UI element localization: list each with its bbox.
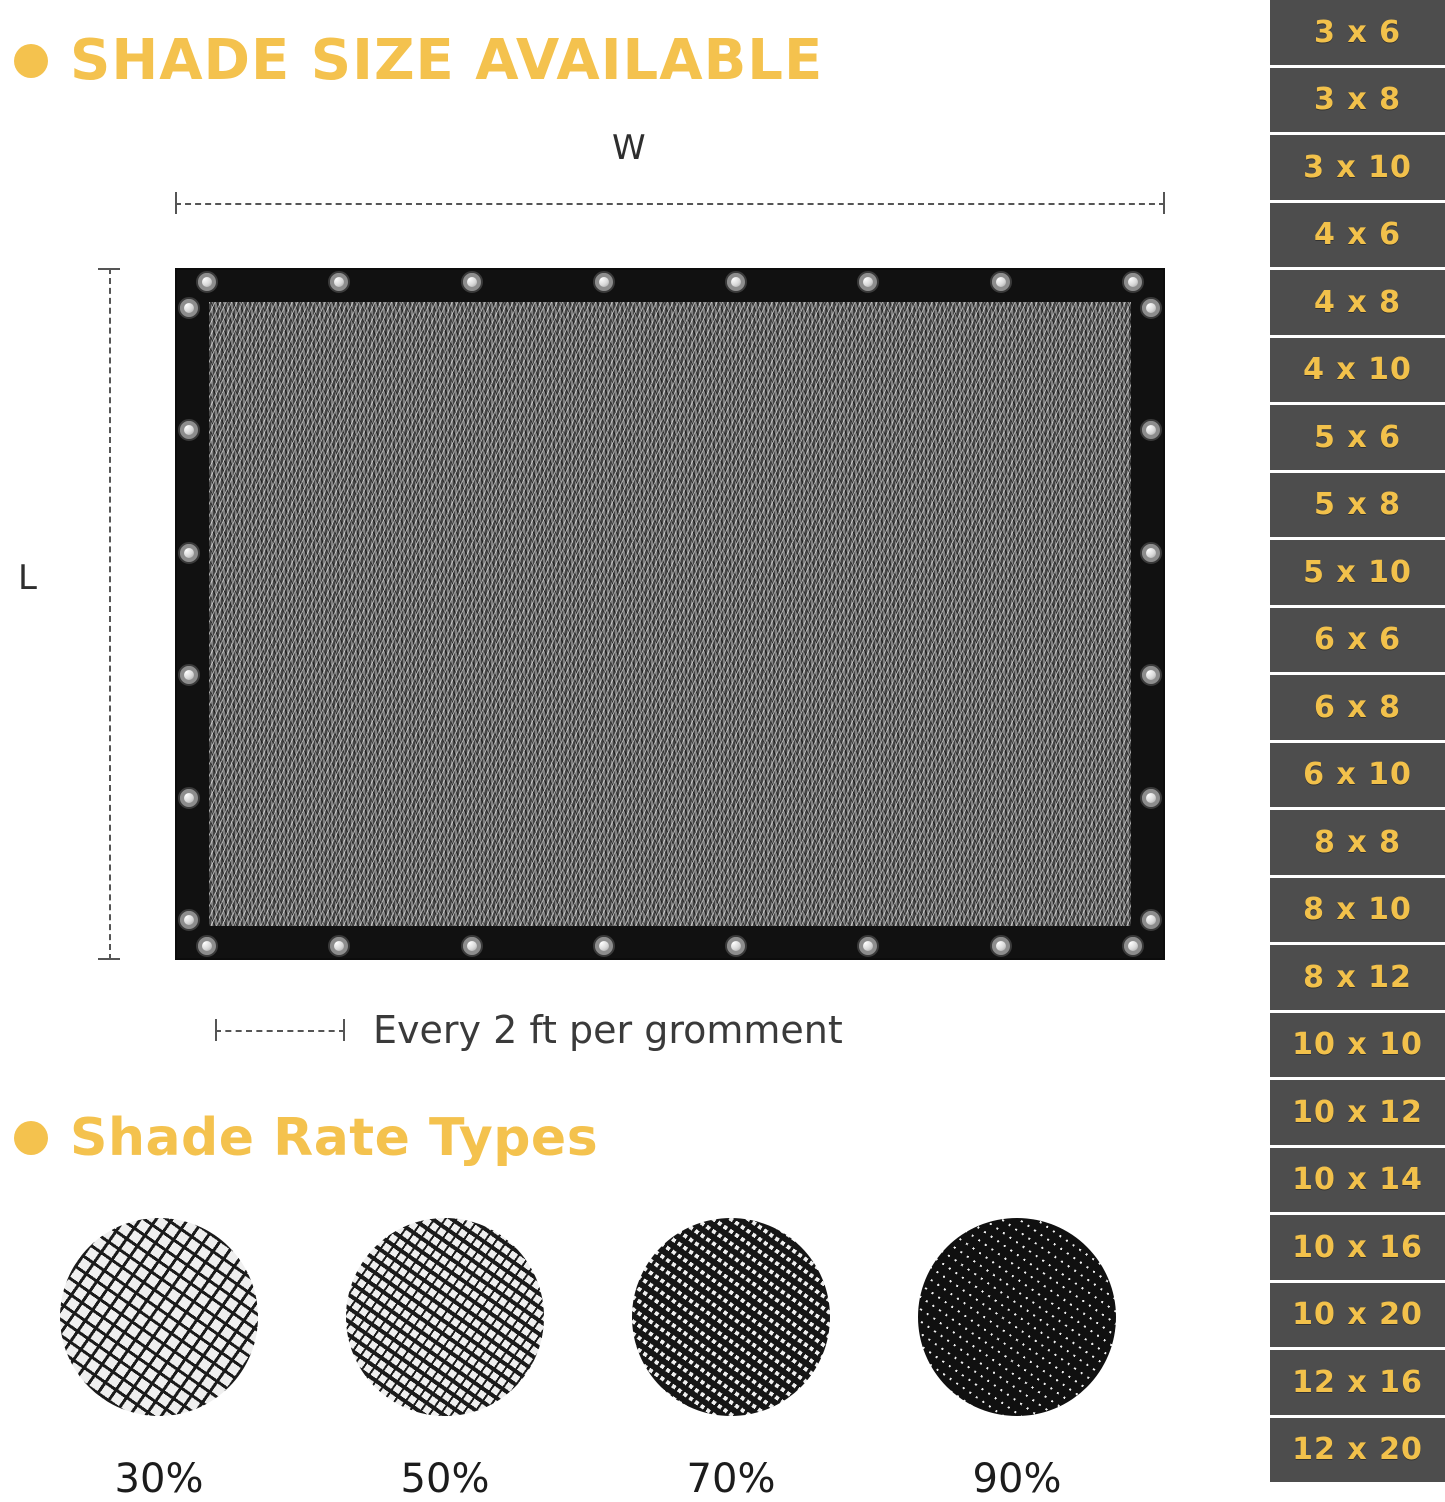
grommet-icon bbox=[196, 935, 218, 957]
mesh-30-icon bbox=[60, 1218, 258, 1416]
grommet-icon bbox=[178, 787, 200, 809]
mesh-50-icon bbox=[346, 1218, 544, 1416]
grommet-icon bbox=[461, 935, 483, 957]
bullet-icon bbox=[14, 1121, 48, 1155]
grommet-icon bbox=[1140, 297, 1162, 319]
size-option-chip[interactable]: 10 x 20 bbox=[1270, 1283, 1445, 1348]
shade-rate-heading bbox=[14, 1108, 598, 1168]
shade-cloth-mesh-texture bbox=[209, 302, 1131, 926]
size-option-chip[interactable]: 3 x 8 bbox=[1270, 68, 1445, 133]
size-option-chip[interactable]: 10 x 16 bbox=[1270, 1215, 1445, 1280]
width-dimension-line bbox=[175, 192, 1165, 214]
length-dimension-label: L bbox=[18, 558, 37, 598]
shade-rate-heading-text: Shade Rate Types bbox=[70, 1108, 599, 1168]
grommet-spacing-text: Every 2 ft per gromment bbox=[373, 1008, 843, 1052]
size-option-chip[interactable]: 10 x 10 bbox=[1270, 1013, 1445, 1078]
grommet-icon bbox=[178, 909, 200, 931]
shade-rate-label: 30% bbox=[114, 1456, 204, 1502]
grommet-icon bbox=[990, 271, 1012, 293]
size-option-chip[interactable]: 10 x 12 bbox=[1270, 1080, 1445, 1145]
size-options-list bbox=[1270, 0, 1445, 1485]
grommet-icon bbox=[725, 935, 747, 957]
size-option-chip[interactable]: 3 x 6 bbox=[1270, 0, 1445, 65]
size-option-chip[interactable]: 5 x 8 bbox=[1270, 473, 1445, 538]
grommet-icon bbox=[1122, 935, 1144, 957]
grommet-icon bbox=[593, 271, 615, 293]
grommet-icon bbox=[461, 271, 483, 293]
grommet-icon bbox=[178, 297, 200, 319]
size-option-chip[interactable]: 6 x 10 bbox=[1270, 743, 1445, 808]
size-option-chip[interactable]: 4 x 6 bbox=[1270, 203, 1445, 268]
grommet-icon bbox=[196, 271, 218, 293]
size-option-chip[interactable]: 5 x 6 bbox=[1270, 405, 1445, 470]
grommet-icon bbox=[990, 935, 1012, 957]
shade-rate-label: 50% bbox=[400, 1456, 490, 1502]
grommet-icon bbox=[1140, 787, 1162, 809]
shade-rate-item bbox=[60, 1218, 258, 1502]
width-dimension-right-cap bbox=[1163, 192, 1165, 214]
size-option-chip[interactable]: 10 x 14 bbox=[1270, 1148, 1445, 1213]
shade-rate-label: 70% bbox=[686, 1456, 776, 1502]
size-option-chip[interactable]: 5 x 10 bbox=[1270, 540, 1445, 605]
size-option-chip[interactable]: 3 x 10 bbox=[1270, 135, 1445, 200]
grommet-icon bbox=[1122, 271, 1144, 293]
grommet-spacing-dashed-line bbox=[215, 1030, 345, 1032]
mesh-70-icon bbox=[632, 1218, 830, 1416]
size-option-chip[interactable]: 8 x 12 bbox=[1270, 945, 1445, 1010]
size-option-chip[interactable]: 4 x 10 bbox=[1270, 338, 1445, 403]
grommet-spacing-note bbox=[215, 1008, 843, 1052]
size-option-chip[interactable]: 12 x 20 bbox=[1270, 1418, 1445, 1483]
shade-cloth-body bbox=[175, 268, 1165, 960]
size-option-chip[interactable]: 8 x 8 bbox=[1270, 810, 1445, 875]
shade-cloth-diagram bbox=[175, 268, 1165, 960]
shade-rate-item bbox=[918, 1218, 1116, 1502]
shade-rate-item bbox=[632, 1218, 830, 1502]
grommet-icon bbox=[593, 935, 615, 957]
width-dimension-label: W bbox=[612, 128, 646, 168]
length-dimension-line bbox=[98, 268, 120, 960]
grommet-icon bbox=[1140, 909, 1162, 931]
grommet-spacing-right-cap bbox=[343, 1019, 345, 1041]
size-option-chip[interactable]: 6 x 8 bbox=[1270, 675, 1445, 740]
size-option-chip[interactable]: 12 x 16 bbox=[1270, 1350, 1445, 1415]
width-dimension-dashed-line bbox=[175, 203, 1165, 205]
shade-rate-item bbox=[346, 1218, 544, 1502]
size-option-chip[interactable]: 6 x 6 bbox=[1270, 608, 1445, 673]
shade-size-heading-text: SHADE SIZE AVAILABLE bbox=[70, 28, 824, 93]
size-option-chip[interactable]: 8 x 10 bbox=[1270, 878, 1445, 943]
grommet-icon bbox=[1140, 542, 1162, 564]
grommet-icon bbox=[725, 271, 747, 293]
bullet-icon bbox=[14, 44, 48, 78]
length-dimension-bottom-cap bbox=[98, 958, 120, 960]
size-option-chip[interactable]: 4 x 8 bbox=[1270, 270, 1445, 335]
mesh-90-icon bbox=[918, 1218, 1116, 1416]
grommet-spacing-dimension-line bbox=[215, 1019, 345, 1041]
length-dimension-dashed-line bbox=[109, 268, 111, 960]
shade-size-heading bbox=[14, 28, 823, 93]
shade-rate-list bbox=[60, 1218, 1190, 1502]
shade-rate-label: 90% bbox=[972, 1456, 1062, 1502]
grommet-icon bbox=[178, 542, 200, 564]
